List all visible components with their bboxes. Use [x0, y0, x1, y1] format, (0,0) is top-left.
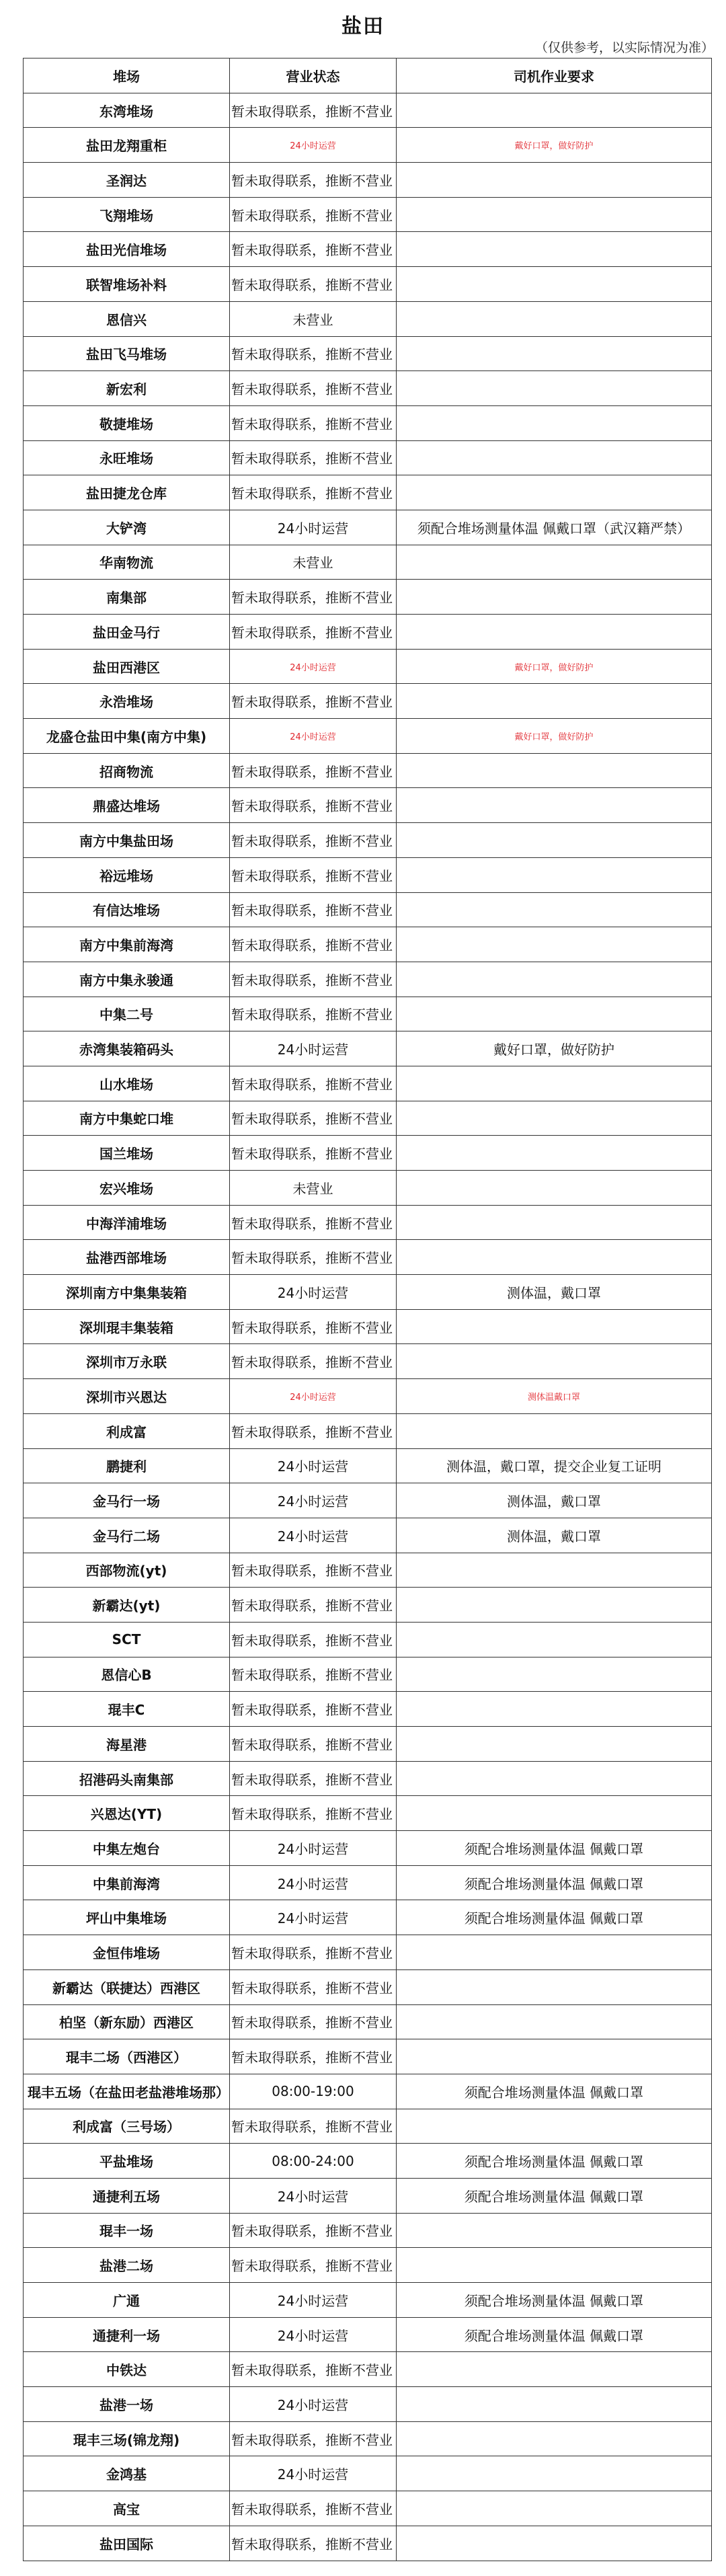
status-cell: 24小时运营 [230, 1448, 397, 1483]
requirement-cell [397, 197, 712, 232]
requirement-cell: 戴好口罩，做好防护 [397, 128, 712, 163]
table-row [24, 1657, 712, 1692]
requirement-cell [397, 1588, 712, 1623]
status-cell: 暂未取得联系，推断不营业 [230, 2491, 397, 2526]
status-cell: 暂未取得联系，推断不营业 [230, 1796, 397, 1831]
requirement-cell [397, 475, 712, 510]
table-row [24, 1275, 712, 1310]
status-cell: 暂未取得联系，推断不营业 [230, 962, 397, 997]
yard-name-cell: 琨丰C [24, 1692, 230, 1727]
yard-name-cell: 深圳市万永联 [24, 1344, 230, 1379]
requirement-cell: 戴好口罩，做好防护 [397, 1031, 712, 1066]
yard-name-cell: 琨丰二场（西港区） [24, 2039, 230, 2074]
table-row [24, 2039, 712, 2074]
yard-name-cell: 金马行二场 [24, 1518, 230, 1553]
yard-name-cell: 高宝 [24, 2491, 230, 2526]
requirement-cell [397, 823, 712, 858]
table-row [24, 1518, 712, 1553]
requirement-cell: 须配合堆场测量体温 佩戴口罩 [397, 1865, 712, 1900]
yard-name-cell: 恩信兴 [24, 301, 230, 336]
status-cell: 暂未取得联系，推断不营业 [230, 2109, 397, 2144]
status-cell: 暂未取得联系，推断不营业 [230, 1205, 397, 1240]
requirement-cell [397, 2213, 712, 2248]
status-cell: 暂未取得联系，推断不营业 [230, 267, 397, 302]
status-cell: 未营业 [230, 1171, 397, 1206]
status-cell: 暂未取得联系，推断不营业 [230, 823, 397, 858]
requirement-cell [397, 232, 712, 267]
status-cell: 24小时运营 [230, 1483, 397, 1518]
requirement-cell [397, 892, 712, 927]
requirement-cell [397, 2248, 712, 2283]
status-cell: 暂未取得联系，推断不营业 [230, 1066, 397, 1101]
requirement-cell [397, 405, 712, 440]
table-row [24, 823, 712, 858]
requirement-cell: 测体温，戴口罩 [397, 1483, 712, 1518]
yard-name-cell: 平盐堆场 [24, 2144, 230, 2179]
yard-name-cell: 敬捷堆场 [24, 405, 230, 440]
requirement-cell [397, 301, 712, 336]
table-row [24, 475, 712, 510]
requirement-cell: 须配合堆场测量体温 佩戴口罩 [397, 1900, 712, 1935]
yard-name-cell: 盐港一场 [24, 2387, 230, 2422]
yard-name-cell: 深圳琨丰集装箱 [24, 1309, 230, 1344]
yard-name-cell: 利成富 [24, 1413, 230, 1448]
requirement-cell [397, 2421, 712, 2456]
table-row [24, 1136, 712, 1171]
requirement-cell [397, 1727, 712, 1762]
table-row [24, 1622, 712, 1657]
table-row [24, 2213, 712, 2248]
table-row [24, 1727, 712, 1762]
status-cell: 24小时运营 [230, 1518, 397, 1553]
status-cell: 24小时运营 [230, 2456, 397, 2491]
table-row [24, 2421, 712, 2456]
status-cell: 24小时运营 [230, 719, 397, 754]
table-row [24, 997, 712, 1031]
yard-name-cell: 盐田光信堆场 [24, 232, 230, 267]
table-row [24, 2387, 712, 2422]
status-cell: 24小时运营 [230, 128, 397, 163]
table-row [24, 2491, 712, 2526]
table-row [24, 1935, 712, 1970]
yard-status-table [23, 58, 712, 2561]
table-row [24, 857, 712, 892]
yard-name-cell: 南方中集永骏通 [24, 962, 230, 997]
requirement-cell [397, 2004, 712, 2039]
status-cell: 24小时运营 [230, 2283, 397, 2318]
yard-name-cell: 柏坚（新东励）西港区 [24, 2004, 230, 2039]
yard-name-cell: 鹏捷利 [24, 1448, 230, 1483]
yard-name-cell: 盐田飞马堆场 [24, 336, 230, 371]
yard-name-cell: 招商物流 [24, 753, 230, 788]
table-row [24, 649, 712, 684]
status-cell: 暂未取得联系，推断不营业 [230, 197, 397, 232]
table-row [24, 1796, 712, 1831]
yard-name-cell: 金恒伟堆场 [24, 1935, 230, 1970]
yard-name-cell: 圣润达 [24, 163, 230, 198]
yard-name-cell: 盐田金马行 [24, 615, 230, 650]
yard-name-cell: 琨丰五场（在盐田老盐港堆场那） [24, 2074, 230, 2109]
yard-name-cell: 中海洋浦堆场 [24, 1205, 230, 1240]
header-requirement: 司机作业要求 [397, 58, 712, 93]
status-cell: 暂未取得联系，推断不营业 [230, 371, 397, 406]
requirement-cell [397, 93, 712, 128]
status-cell: 暂未取得联系，推断不营业 [230, 788, 397, 823]
requirement-cell [397, 1969, 712, 2004]
status-cell: 暂未取得联系，推断不营业 [230, 440, 397, 475]
requirement-cell [397, 753, 712, 788]
requirement-cell [397, 1101, 712, 1136]
status-cell: 暂未取得联系，推断不营业 [230, 753, 397, 788]
requirement-cell [397, 2526, 712, 2561]
page-title: 盐田 [341, 15, 385, 38]
requirement-cell: 测体温戴口罩 [397, 1379, 712, 1414]
requirement-cell [397, 440, 712, 475]
table-row [24, 267, 712, 302]
status-cell: 未营业 [230, 301, 397, 336]
status-cell: 暂未取得联系，推断不营业 [230, 1136, 397, 1171]
requirement-cell [397, 371, 712, 406]
status-cell: 暂未取得联系，推断不营业 [230, 336, 397, 371]
requirement-cell: 须配合堆场测量体温 佩戴口罩 [397, 2178, 712, 2213]
header-yard: 堆场 [24, 58, 230, 93]
requirement-cell: 须配合堆场测量体温 佩戴口罩（武汉籍严禁） [397, 510, 712, 545]
status-cell: 暂未取得联系，推断不营业 [230, 615, 397, 650]
table-row [24, 788, 712, 823]
yard-name-cell: 宏兴堆场 [24, 1171, 230, 1206]
status-cell: 暂未取得联系，推断不营业 [230, 1553, 397, 1588]
requirement-cell [397, 1622, 712, 1657]
status-cell: 暂未取得联系，推断不营业 [230, 1413, 397, 1448]
table-row [24, 371, 712, 406]
table-row [24, 405, 712, 440]
status-cell: 暂未取得联系，推断不营业 [230, 232, 397, 267]
yard-name-cell: 赤湾集装箱码头 [24, 1031, 230, 1066]
yard-name-cell: 新霸达（联捷达）西港区 [24, 1969, 230, 2004]
yard-name-cell: 盐港二场 [24, 2248, 230, 2283]
yard-name-cell: 广通 [24, 2283, 230, 2318]
requirement-cell [397, 927, 712, 962]
requirement-cell: 须配合堆场测量体温 佩戴口罩 [397, 1831, 712, 1866]
status-cell: 24小时运营 [230, 649, 397, 684]
yard-name-cell: 通捷利五场 [24, 2178, 230, 2213]
requirement-cell [397, 1796, 712, 1831]
requirement-cell [397, 2456, 712, 2491]
table-row [24, 197, 712, 232]
table-row [24, 336, 712, 371]
status-cell: 24小时运营 [230, 1275, 397, 1310]
yard-name-cell: 大铲湾 [24, 510, 230, 545]
table-row [24, 2456, 712, 2491]
status-cell: 暂未取得联系，推断不营业 [230, 1969, 397, 2004]
table-row [24, 1761, 712, 1796]
requirement-cell [397, 1171, 712, 1206]
table-row [24, 1344, 712, 1379]
status-cell: 24小时运营 [230, 2387, 397, 2422]
table-row [24, 927, 712, 962]
yard-name-cell: SCT [24, 1622, 230, 1657]
requirement-cell [397, 2352, 712, 2387]
requirement-cell [397, 857, 712, 892]
status-cell: 24小时运营 [230, 510, 397, 545]
yard-name-cell: 南集部 [24, 580, 230, 615]
status-cell: 暂未取得联系，推断不营业 [230, 927, 397, 962]
table-row [24, 1692, 712, 1727]
yard-name-cell: 盐田国际 [24, 2526, 230, 2561]
status-cell: 未营业 [230, 545, 397, 580]
yard-name-cell: 联智堆场补料 [24, 267, 230, 302]
status-cell: 24小时运营 [230, 1900, 397, 1935]
requirement-cell [397, 1413, 712, 1448]
requirement-cell: 测体温，戴口罩 [397, 1518, 712, 1553]
requirement-cell: 测体温，戴口罩，提交企业复工证明 [397, 1448, 712, 1483]
yard-name-cell: 盐田西港区 [24, 649, 230, 684]
requirement-cell [397, 163, 712, 198]
requirement-cell [397, 1240, 712, 1275]
requirement-cell [397, 2109, 712, 2144]
yard-name-cell: 中铁达 [24, 2352, 230, 2387]
requirement-cell [397, 580, 712, 615]
requirement-cell [397, 684, 712, 719]
status-cell: 暂未取得联系，推断不营业 [230, 1101, 397, 1136]
yard-name-cell: 新霸达(yt) [24, 1588, 230, 1623]
requirement-cell [397, 1657, 712, 1692]
table-row [24, 2144, 712, 2179]
table-row [24, 2526, 712, 2561]
yard-name-cell: 盐田龙翔重柜 [24, 128, 230, 163]
status-cell: 暂未取得联系，推断不营业 [230, 2526, 397, 2561]
status-cell: 暂未取得联系，推断不营业 [230, 1935, 397, 1970]
status-cell: 暂未取得联系，推断不营业 [230, 580, 397, 615]
table-row [24, 2352, 712, 2387]
requirement-cell [397, 1553, 712, 1588]
table-row [24, 301, 712, 336]
requirement-cell: 须配合堆场测量体温 佩戴口罩 [397, 2283, 712, 2318]
yard-name-cell: 海星港 [24, 1727, 230, 1762]
yard-name-cell: 利成富（三号场） [24, 2109, 230, 2144]
status-cell: 暂未取得联系，推断不营业 [230, 93, 397, 128]
yard-name-cell: 中集左炮台 [24, 1831, 230, 1866]
yard-name-cell: 南方中集盐田场 [24, 823, 230, 858]
table-row [24, 580, 712, 615]
status-cell: 08:00-24:00 [230, 2144, 397, 2179]
status-cell: 暂未取得联系，推断不营业 [230, 405, 397, 440]
yard-name-cell: 深圳南方中集集装箱 [24, 1275, 230, 1310]
yard-name-cell: 恩信心B [24, 1657, 230, 1692]
yard-name-cell: 深圳市兴恩达 [24, 1379, 230, 1414]
status-cell: 暂未取得联系，推断不营业 [230, 684, 397, 719]
status-cell: 暂未取得联系，推断不营业 [230, 2004, 397, 2039]
table-row [24, 892, 712, 927]
yard-name-cell: 国兰堆场 [24, 1136, 230, 1171]
requirement-cell [397, 545, 712, 580]
table-row [24, 1205, 712, 1240]
requirement-cell [397, 2039, 712, 2074]
status-cell: 暂未取得联系，推断不营业 [230, 997, 397, 1031]
yard-name-cell: 新宏利 [24, 371, 230, 406]
status-cell: 暂未取得联系，推断不营业 [230, 1657, 397, 1692]
status-cell: 暂未取得联系，推断不营业 [230, 1727, 397, 1762]
yard-name-cell: 盐港西部堆场 [24, 1240, 230, 1275]
status-cell: 暂未取得联系，推断不营业 [230, 475, 397, 510]
header-status: 营业状态 [230, 58, 397, 93]
table-row [24, 2248, 712, 2283]
yard-name-cell: 琨丰一场 [24, 2213, 230, 2248]
disclaimer-note: （仅供参考，以实际情况为准） [534, 40, 714, 55]
yard-name-cell: 裕远堆场 [24, 857, 230, 892]
requirement-cell [397, 788, 712, 823]
yard-name-cell: 招港码头南集部 [24, 1761, 230, 1796]
yard-name-cell: 飞翔堆场 [24, 197, 230, 232]
table-row [24, 2004, 712, 2039]
status-cell: 暂未取得联系，推断不营业 [230, 1692, 397, 1727]
status-cell: 暂未取得联系，推断不营业 [230, 892, 397, 927]
table-row [24, 1171, 712, 1206]
status-cell: 暂未取得联系，推断不营业 [230, 163, 397, 198]
yard-name-cell: 西部物流(yt) [24, 1553, 230, 1588]
requirement-cell [397, 2491, 712, 2526]
yard-name-cell: 永浩堆场 [24, 684, 230, 719]
yard-name-cell: 琨丰三场(锦龙翔) [24, 2421, 230, 2456]
requirement-cell [397, 1205, 712, 1240]
status-cell: 暂未取得联系，推断不营业 [230, 2352, 397, 2387]
yard-name-cell: 东湾堆场 [24, 93, 230, 128]
status-cell: 暂未取得联系，推断不营业 [230, 1344, 397, 1379]
table-row [24, 1101, 712, 1136]
status-cell: 08:00-19:00 [230, 2074, 397, 2109]
table-row [24, 1379, 712, 1414]
yard-name-cell: 龙盛仓盐田中集(南方中集) [24, 719, 230, 754]
table-row [24, 1240, 712, 1275]
table-row [24, 1553, 712, 1588]
requirement-cell: 戴好口罩，做好防护 [397, 649, 712, 684]
yard-name-cell: 金鸿基 [24, 2456, 230, 2491]
table-row [24, 2178, 712, 2213]
yard-name-cell: 坪山中集堆场 [24, 1900, 230, 1935]
requirement-cell: 须配合堆场测量体温 佩戴口罩 [397, 2317, 712, 2352]
requirement-cell: 须配合堆场测量体温 佩戴口罩 [397, 2074, 712, 2109]
requirement-cell [397, 1309, 712, 1344]
table-row [24, 1588, 712, 1623]
requirement-cell [397, 1344, 712, 1379]
requirement-cell [397, 1066, 712, 1101]
requirement-cell [397, 1692, 712, 1727]
table-row [24, 1448, 712, 1483]
table-row [24, 753, 712, 788]
yard-name-cell: 盐田捷龙仓库 [24, 475, 230, 510]
table-row [24, 1066, 712, 1101]
yard-name-cell: 中集前海湾 [24, 1865, 230, 1900]
table-row [24, 2283, 712, 2318]
table-row [24, 1031, 712, 1066]
requirement-cell: 须配合堆场测量体温 佩戴口罩 [397, 2144, 712, 2179]
table-row [24, 615, 712, 650]
requirement-cell [397, 336, 712, 371]
yard-name-cell: 山水堆场 [24, 1066, 230, 1101]
requirement-cell [397, 997, 712, 1031]
status-cell: 暂未取得联系，推断不营业 [230, 1588, 397, 1623]
requirement-cell [397, 2387, 712, 2422]
table-row [24, 128, 712, 163]
table-row [24, 440, 712, 475]
requirement-cell [397, 615, 712, 650]
status-cell: 暂未取得联系，推断不营业 [230, 1309, 397, 1344]
requirement-cell [397, 267, 712, 302]
yard-name-cell: 鼎盛达堆场 [24, 788, 230, 823]
table-row [24, 1900, 712, 1935]
requirement-cell [397, 962, 712, 997]
yard-name-cell: 华南物流 [24, 545, 230, 580]
requirement-cell [397, 1935, 712, 1970]
yard-name-cell: 南方中集蛇口堆 [24, 1101, 230, 1136]
yard-name-cell: 南方中集前海湾 [24, 927, 230, 962]
table-row [24, 1309, 712, 1344]
yard-name-cell: 兴恩达(YT) [24, 1796, 230, 1831]
yard-name-cell: 通捷利一场 [24, 2317, 230, 2352]
table-row [24, 2317, 712, 2352]
status-cell: 暂未取得联系，推断不营业 [230, 1622, 397, 1657]
table-row [24, 545, 712, 580]
status-cell: 暂未取得联系，推断不营业 [230, 2213, 397, 2248]
status-cell: 暂未取得联系，推断不营业 [230, 2421, 397, 2456]
status-cell: 24小时运营 [230, 1031, 397, 1066]
requirement-cell: 测体温，戴口罩 [397, 1275, 712, 1310]
status-cell: 24小时运营 [230, 2317, 397, 2352]
table-row [24, 1483, 712, 1518]
status-cell: 暂未取得联系，推断不营业 [230, 2248, 397, 2283]
yard-name-cell: 有信达堆场 [24, 892, 230, 927]
table-row [24, 232, 712, 267]
requirement-cell: 戴好口罩，做好防护 [397, 719, 712, 754]
status-cell: 暂未取得联系，推断不营业 [230, 2039, 397, 2074]
yard-name-cell: 中集二号 [24, 997, 230, 1031]
status-cell: 24小时运营 [230, 1865, 397, 1900]
table-row [24, 2074, 712, 2109]
status-cell: 暂未取得联系，推断不营业 [230, 857, 397, 892]
status-cell: 24小时运营 [230, 1379, 397, 1414]
requirement-cell [397, 1136, 712, 1171]
table-row [24, 684, 712, 719]
table-row [24, 2109, 712, 2144]
yard-name-cell: 金马行一场 [24, 1483, 230, 1518]
status-cell: 暂未取得联系，推断不营业 [230, 1761, 397, 1796]
table-row [24, 962, 712, 997]
status-cell: 暂未取得联系，推断不营业 [230, 1240, 397, 1275]
table-row [24, 1413, 712, 1448]
table-header-row [24, 58, 712, 93]
status-cell: 24小时运营 [230, 1831, 397, 1866]
table-row [24, 1969, 712, 2004]
table-row [24, 1831, 712, 1866]
requirement-cell [397, 1761, 712, 1796]
table-row [24, 510, 712, 545]
status-cell: 24小时运营 [230, 2178, 397, 2213]
table-row [24, 1865, 712, 1900]
table-row [24, 719, 712, 754]
yard-name-cell: 永旺堆场 [24, 440, 230, 475]
table-row [24, 93, 712, 128]
table-body [24, 93, 712, 2561]
table-row [24, 163, 712, 198]
